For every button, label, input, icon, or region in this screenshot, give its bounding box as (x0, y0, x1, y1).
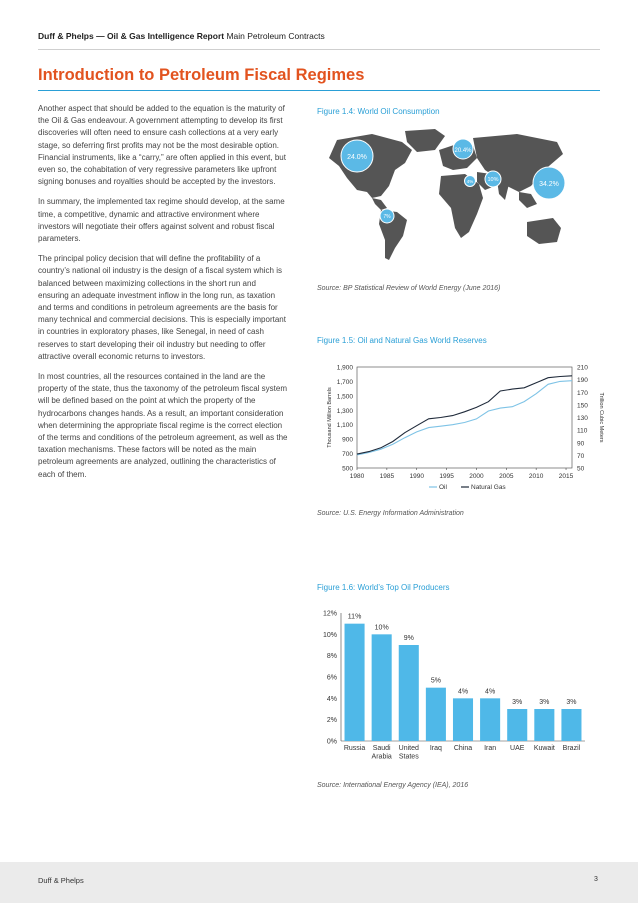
category-label-line: Brazil (562, 745, 581, 752)
y2-tick-label: 170 (577, 389, 588, 397)
bar-value-label: 4% (485, 688, 496, 696)
world-oil-consumption-map (317, 128, 567, 263)
y2-tick-label: 50 (577, 465, 585, 473)
body-text (38, 103, 288, 489)
bar (480, 698, 500, 741)
y-tick-label: 1,300 (336, 407, 353, 415)
footer-bar (0, 862, 638, 903)
plot-frame (357, 367, 572, 468)
y2-tick-label: 210 (577, 364, 588, 372)
y-tick-label: 10% (322, 631, 337, 639)
category-label-line: United (398, 745, 419, 752)
paragraph: The principal policy decision that will define the profitability of a country’s national oil industry is the design of a fiscal system which is balanced between maximizing collections in the short run and ensuring an adequate investment inflow in the long run, as taxation and terms and conditions in petroleum agreements are the basis for many technical and commercial decisions. This is especially important in countries in exploratory phases, like Senegal, in need of cash reserves to start developing their oil industry but needing to offer attractive overall economic returns to investors. (38, 254, 286, 361)
bar-value-label: 3% (539, 699, 550, 706)
paragraph: Another aspect that should be added to the equation is the maturity of the Oil & Gas endeavour. A government attempting to develop its first discoveries will often need to ensure cash collections at a very early stage, so deferring first profits may not be the most desirable option. Financial instruments, like a “carry,” are often applied in this event, but even so, the cohabitation of very regressive parameters like upfront signing bonuses and royalties should be accepted by the investors. (38, 104, 286, 187)
page-header (38, 31, 325, 41)
y-tick-label: 0% (326, 738, 337, 746)
bar (426, 688, 446, 741)
figure-1-4-caption: Figure 1.4: World Oil Consumption (317, 107, 440, 116)
bar (372, 634, 392, 741)
producers-bar-chart (317, 603, 602, 773)
category-label-line: Iran (484, 745, 497, 752)
y2-tick-label: 110 (577, 427, 588, 435)
central-america-shape (372, 198, 387, 210)
y-tick-label: 900 (342, 436, 353, 444)
figure-1-6-source: Source: International Energy Agency (IEA), 2016 (317, 782, 469, 789)
y2-tick-label: 190 (577, 377, 588, 385)
category-label-line: Russia (343, 745, 366, 752)
australia-shape (527, 218, 561, 244)
y-tick-label: 1,100 (336, 422, 353, 430)
x-tick-label: 2010 (528, 473, 544, 480)
africa-shape (439, 174, 483, 238)
category-label (534, 745, 555, 752)
oil-gas-reserves-chart (317, 355, 607, 500)
series-line-natural-gas (357, 376, 572, 454)
figure-1-5-caption: Figure 1.5: Oil and Natural Gas World Reserves (317, 336, 487, 345)
paragraph: In summary, the implemented tax regime should develop, at the same time, a competitive, dynamic and attractive environment where investors will negotiate their offers against solvent and robust fiscal parameters. (38, 197, 285, 244)
y-tick-label: 2% (326, 717, 337, 725)
x-tick-label: 2005 (499, 473, 514, 480)
category-label (454, 745, 472, 752)
y2-tick-label: 150 (577, 402, 588, 410)
bubble-label-africa: 4% (466, 179, 474, 184)
bubble-label-europe: 20.4% (454, 148, 472, 154)
bar-value-label: 3% (512, 699, 523, 706)
y-tick-label: 1,500 (336, 393, 353, 401)
bubble-label-middle-east: 10% (487, 177, 499, 183)
x-tick-label: 1985 (379, 473, 395, 480)
header-section: Main Petroleum Contracts (226, 31, 325, 41)
category-label-line: Saudi (372, 745, 391, 752)
figure-1-4-source: Source: BP Statistical Review of World Energy (June 2016) (317, 285, 501, 292)
x-tick-label: 2015 (558, 473, 574, 480)
y2-tick-label: 130 (577, 415, 588, 422)
category-label-line: States (398, 753, 419, 761)
bar-value-label: 4% (457, 688, 469, 696)
category-label (399, 745, 420, 761)
header-divider (38, 49, 600, 50)
bar (399, 645, 419, 741)
bar-value-label: 9% (403, 635, 414, 642)
y2-tick-label: 70 (577, 452, 585, 460)
legend-label: Oil (439, 484, 447, 491)
category-label (430, 745, 442, 752)
y-tick-label: 700 (342, 451, 353, 459)
category-label-line: China (453, 745, 473, 752)
category-label-line: Iraq (429, 745, 442, 752)
reserves-line-chart (317, 355, 607, 500)
footer-brand: Duff & Phelps (38, 876, 84, 885)
y2-tick-label: 90 (577, 440, 585, 448)
x-tick-label: 2000 (469, 473, 484, 480)
page-number: 3 (594, 876, 598, 883)
page-title: Introduction to Petroleum Fiscal Regimes (38, 66, 365, 84)
paragraph: In most countries, all the resources contained in the land are the property of the state, thus the taxonomy of the petroleum fiscal system will be defined based on the point at which the property of the hydrocarbons changes hands. As a result, an important consideration when determining the appropriate fiscal regime is the correct election of the terms and conditions of the petroleum agreement, as well as the taxation mechanisms. These factors will be noted as the main petroleum agreements are analyzed, outlining the characteristics of each of them. (38, 372, 288, 479)
y-tick-label: 8% (326, 653, 337, 661)
y-tick-label: 1,700 (336, 378, 353, 386)
category-label (563, 745, 581, 752)
top-oil-producers-chart (317, 603, 602, 773)
title-divider (38, 90, 600, 91)
bubble-label-asia-pacific: 34.2% (539, 181, 559, 188)
bar-value-label: 10% (374, 624, 389, 632)
header-brand: Duff & Phelps — Oil & Gas Intelligence Report (38, 31, 225, 41)
bar-value-label: 5% (430, 677, 441, 685)
bar (453, 698, 473, 741)
category-label-line: UAE (510, 745, 525, 752)
x-tick-label: 1980 (349, 473, 365, 480)
y2-axis-label: Trillion Cubic Meters (598, 392, 604, 443)
y-tick-label: 6% (326, 674, 337, 682)
world-map (317, 128, 567, 263)
category-label (372, 745, 392, 761)
x-tick-label: 1990 (409, 473, 424, 480)
category-label (484, 745, 496, 752)
bubble-label-north-america: 24.0% (347, 154, 367, 161)
y-tick-label: 12% (322, 610, 337, 618)
southeast-asia-shape (519, 192, 537, 208)
greenland-shape (405, 129, 445, 152)
figure-1-5-source: Source: U.S. Energy Information Administration (317, 510, 464, 517)
y-tick-label: 500 (342, 465, 353, 473)
legend-label: Natural Gas (471, 484, 506, 491)
bubble-label-south-america: 7% (383, 214, 391, 220)
bar-value-label: 3% (566, 699, 577, 706)
category-label-line: Kuwait (533, 745, 555, 752)
y-axis-label: Thousand Million Barrels (327, 387, 333, 448)
category-label (510, 745, 525, 752)
bar (507, 709, 527, 741)
category-label (344, 745, 366, 752)
figure-1-6-caption: Figure 1.6: World’s Top Oil Producers (317, 583, 450, 592)
bar (345, 624, 365, 741)
bar (561, 709, 581, 741)
y-tick-label: 1,900 (336, 364, 353, 372)
bar (534, 709, 554, 741)
north-america-shape (329, 134, 412, 198)
category-label-line: Arabia (371, 753, 392, 761)
y-tick-label: 4% (326, 695, 337, 703)
bar-value-label: 11% (347, 613, 362, 621)
x-tick-label: 1995 (439, 473, 454, 480)
